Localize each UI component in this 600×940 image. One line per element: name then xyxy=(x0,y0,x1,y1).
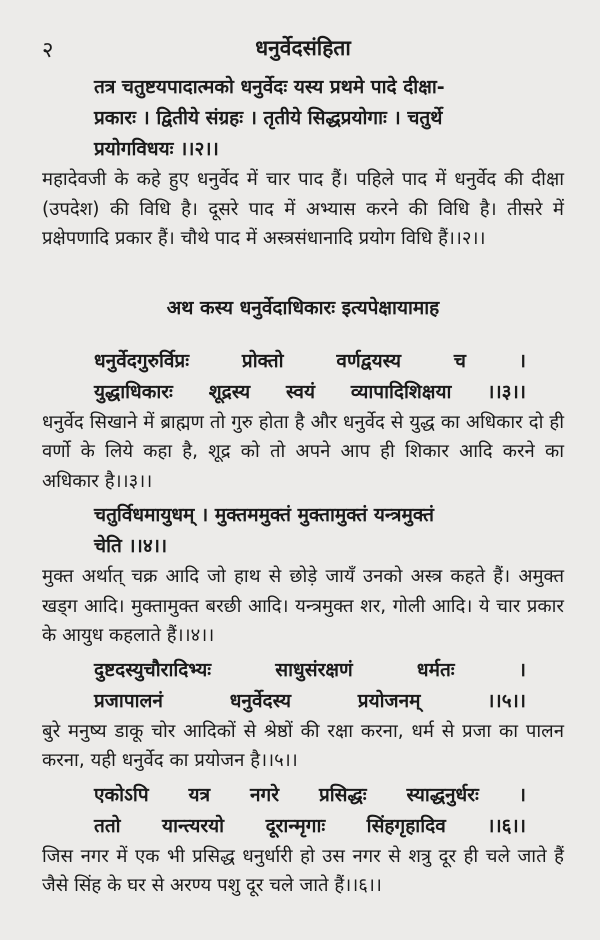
verse-danda: । xyxy=(518,783,526,806)
verse-line xyxy=(94,780,526,811)
verse-word: यत्र xyxy=(188,783,211,806)
verse-word: युद्धाधिकारः xyxy=(94,380,173,403)
verse-word: धनुर्वेदगुरुर्विप्रः xyxy=(94,349,190,372)
verse-line: प्रयोगविधयः ।।२।। xyxy=(94,138,219,160)
running-title: धनुर्वेदसंहिता xyxy=(255,36,351,60)
verse-line: प्रकारः । द्वितीये संग्रहः । तृतीये सिद्धप्रयोगाः । चतुर्थे xyxy=(94,107,443,129)
verse-2 xyxy=(42,72,564,165)
verse-word: एकोऽपि xyxy=(94,783,149,806)
verse-danda: । xyxy=(518,349,526,372)
verse-line xyxy=(94,811,526,842)
verse-danda: । xyxy=(518,658,526,681)
verse-word: दूरान्मृगाः xyxy=(265,814,326,837)
verse-word: वर्णद्वयस्य xyxy=(336,349,402,372)
verse-word: सिंहगृहादिव xyxy=(366,814,446,837)
commentary-2: महादेवजी के कहे हुए धनुर्वेद में चार पाद हैं। पहिले पाद में धनुर्वेद की दीक्षा (उपदेश) की विधि है। दूसरे पाद में अभ्यास करने की विधि है। तीसरे में प्रक्षेपणादि प्रकार हैं। चौथे पाद में अस्त्रसंधानादि प्रयोग विधि हैं।।२।। xyxy=(42,169,564,249)
verse-line xyxy=(94,655,526,686)
verse-line xyxy=(94,686,526,717)
verse-word: यान्त्यरयो xyxy=(162,814,225,837)
verse-word: साधुसंरक्षणं xyxy=(275,658,353,681)
verse-word: धर्मतः xyxy=(416,658,455,681)
verse-number: ।।६।। xyxy=(487,814,526,837)
verse-word: स्याद्धनुर्धरः xyxy=(406,783,479,806)
verse-word: धनुर्वेदस्य xyxy=(229,689,292,712)
verse-line: चतुर्विधमायुधम् । मुक्तममुक्तं मुक्तामुक्तं यन्त्रमुक्तं xyxy=(94,504,434,526)
commentary-6: जिस नगर में एक भी प्रसिद्ध धनुर्धारी हो उस नगर से शत्रु दूर ही चले जाते हैं जैसे सिंह के घर से अरण्य पशु दूर चले जाते हैं।।६।। xyxy=(42,845,564,896)
verse-word: च xyxy=(453,349,466,372)
verse-word: नगरे xyxy=(250,783,280,806)
verse-line: तत्र चतुष्टयपादात्मको धनुर्वेदः यस्य प्रथमे पादे दीक्षा- xyxy=(94,76,445,98)
verse-word: प्रसिद्धः xyxy=(318,783,367,806)
verse-4 xyxy=(42,500,564,562)
section-heading: अथ कस्य धनुर्वेदाधिकारः इत्यपेक्षायामाह xyxy=(166,296,440,319)
verse-word: प्रोक्तो xyxy=(241,349,284,372)
verse-5 xyxy=(42,655,564,717)
verse-word: प्रजापालनं xyxy=(94,689,163,712)
verse-word: शूद्रस्य xyxy=(208,380,251,403)
verse-word: प्रयोजनम् xyxy=(357,689,421,712)
page-number: २ xyxy=(42,38,54,63)
verse-line xyxy=(94,377,526,408)
verse-6 xyxy=(42,780,564,842)
verse-number: ।।३।। xyxy=(487,380,526,403)
verse-word: दुष्टदस्युचौरादिभ्यः xyxy=(94,658,212,681)
verse-word: ततो xyxy=(94,814,121,837)
verse-word: स्वयं xyxy=(286,380,315,403)
verse-line xyxy=(94,346,526,377)
verse-line: चेति ।।४।। xyxy=(94,535,168,557)
verse-number: ।।५।। xyxy=(487,689,526,712)
commentary-5: बुरे मनुष्य डाकू चोर आदिकों से श्रेष्ठों की रक्षा करना, धर्म से प्रजा का पालन करना, यही धनुर्वेद का प्रयोजन है।।५।। xyxy=(42,720,564,771)
commentary-4: मुक्त अर्थात् चक्र आदि जो हाथ से छोड़े जायँ उनको अस्त्र कहते हैं। अमुक्त खड्ग आदि। मुक्तामुक्त बरछी आदि। यन्त्रमुक्त शर, गोली आदि। ये चार प्रकार के आयुध कहलाते हैं।।४।। xyxy=(42,566,564,646)
verse-3 xyxy=(42,346,564,408)
verse-word: व्यापादिशिक्षया xyxy=(350,380,452,403)
commentary-3: धनुर्वेद सिखाने में ब्राह्मण तो गुरु होता है और धनुर्वेद से युद्ध का अधिकार दो ही वर्णो के लिये कहा है, शूद्र को तो अपने आप ही शिकार आदि करने का अधिकार है।।३।। xyxy=(42,411,564,492)
page-header xyxy=(42,28,564,68)
